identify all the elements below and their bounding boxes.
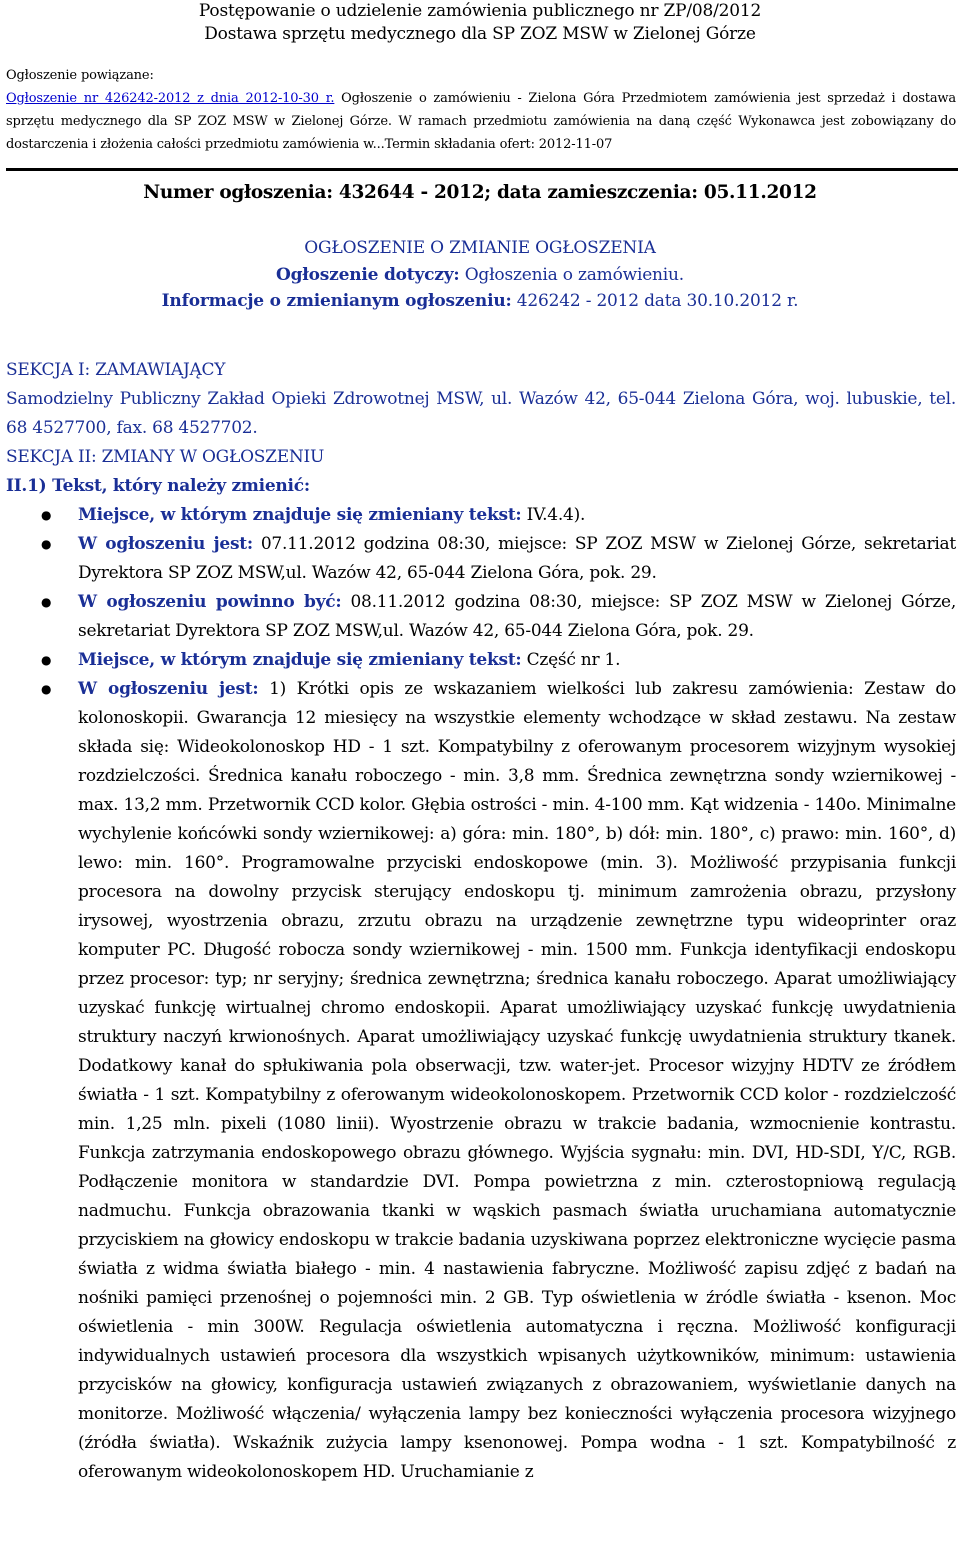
item-value: 08.11.2012 godzina 08:30, miejsce: SP ZOZ MSW w Zielonej Górze, sekretariat Dyrektora SP ZOZ MSW,ul. Wazów 42, 65-044 Zielona Góra, pok. 29. <box>78 592 956 641</box>
list-item <box>6 646 956 675</box>
section-2-title: SEKCJA II: ZMIANY W OGŁOSZENIU <box>6 447 325 467</box>
bullet-icon: ● <box>41 537 52 551</box>
item-value: 1) Krótki opis ze wskazaniem wielkości lub zakresu zamówienia: Zestaw do kolonoskopii. Gwarancja 12 miesięcy na wszystkie elementy wchodzące w skład zestawu. Na zestaw składa się: Wideokolonoskop HD - 1 szt. Kompatybilny z oferowanym procesorem wizyjnym wysokiej rozdzielczości. Średnica kanału roboczego - min. 3,8 mm. Średnica zewnętrzna sondy wziernikowej - max. 13,2 mm. Przetwornik CCD kolor. Głębia ostrości - min. 4-100 mm. Kąt widzenia - 140o. Minimalne wychylenie końcówki sondy wziernikowej: a) góra: min. 180°, b) dół: min. 180°, c) prawo: min. 160°, d) lewo: min. 160°. Programowalne przyciski endoskopowe (min. 3). Możliwość przypisania funkcji procesora na dowolny przycisk sterujący endoskopu tj. minimum zamrożenia obrazu, przysłony irysowej, wyostrzenia obrazu, zrzutu obrazu na urządzenie zewnętrzne typu wideoprinter oraz komputer PC. Długość robocza sondy wziernikowej - min. 1500 mm. Funkcja identyfikacji endoskopu przez procesor: typ; nr seryjny; średnica zewnętrzna; średnica kanału roboczego. Aparat umożliwiający uzyskać funkcję wirtualnej chromo endoskopii. Aparat umożliwiający uzyskać funkcję uwydatnienia struktury naczyń krwionośnych. Aparat umożliwiający uzyskać funkcję uwydatnienia struktury tkanek. Dodatkowy kanał do spłukiwania pola obserwacji, tzw. water-jet. Procesor wizyjny HDTV ze źródłem światła - 1 szt. Kompatybilny z oferowanym wideokolonoskopem. Przetwornik CCD kolor - rozdzielczość min. 1,25 mln. pixeli (1080 linii). Wyostrzenie obrazu w trakcie badania, wzmocnienie kontrastu. Funkcja zatrzymania endoskopowego obrazu głównego. Wyjścia sygnału: min. DVI, HD-SDI, Y/C, RGB. Podłączenie monitora w standardzie DVI. Pompa powietrzna z min. czterostopniową regulacją nadmuchu. Funkcja obrazowania tkanki w wąskich pasmach światła uruchamiana automatycznie przyciskiem na głowicy endoskopu w trakcie badania uzyskiwana poprzez elektroniczne wycięcie pasma światła z widma światła białego - min. 4 nastawienia fabryczne. Możliwość zapisu zdjęć z badań na nośniki pamięci przenośnej o pojemności min. 2 GB. Typ oświetlenia w źródle światła - ksenon. Moc oświetlenia - min 300W. Regulacja oświetlenia automatyczna i ręczna. Możliwość konfiguracji indywidualnych ustawień procesora dla wszystkich wpisanych użytkowników, minimum: ustawienia przycisków na głowicy, konfiguracja ustawień związanych z obrazowaniem, wyświetlanie danych na monitorze. Możliwość włączenia/ wyłączenia lampy bez konieczności wyłączenia procesora wizyjnego (źródła światła). Wskaźnik zużycia lampy ksenonowej. Pompa wodna - 1 szt. Kompatybilność z oferowanym wideokolonoskopem HD. Uruchamianie z <box>78 679 957 1482</box>
change-list <box>6 501 956 1487</box>
bullet-icon: ● <box>41 682 52 696</box>
contracting-authority: Samodzielny Publiczny Zakład Opieki Zdrowotnej MSW, ul. Wazów 42, 65-044 Zielona Góra, woj. lubuskie, tel. 68 4527700, fax. 68 4527702. <box>6 389 956 438</box>
section-1-title: SEKCJA I: ZAMAWIAJĄCY <box>6 360 226 380</box>
related-description: Ogłoszenie o zamówieniu - Zielona Góra Przedmiotem zamówienia jest sprzedaż i dostawa sprzętu medycznego dla SP ZOZ MSW w Zielonej Górze. W ramach przedmiotu zamówienia na daną część Wykonawca jest zobowiązany do dostarczenia i złożenia całości przedmiotu zamówienia w...Termin składania ofert: 2012-11-07 <box>6 91 957 152</box>
list-item <box>6 501 956 530</box>
item-key: W ogłoszeniu jest: <box>78 534 253 554</box>
related-label: Ogłoszenie powiązane: <box>6 68 154 83</box>
section-2-1-title: II.1) Tekst, który należy zmienić: <box>6 476 310 496</box>
related-notice-link[interactable]: Ogłoszenie nr 426242-2012 z dnia 2012-10-30 r. <box>6 91 335 106</box>
modified-notice-label: Informacje o zmienianym ogłoszeniu: <box>161 291 512 311</box>
concerns-line <box>0 262 960 289</box>
notice-number: Numer ogłoszenia: 432644 - 2012; data zamieszczenia: 05.11.2012 <box>143 182 817 203</box>
change-notice-summary <box>0 235 960 315</box>
procedure-subtitle: Dostawa sprzętu medycznego dla SP ZOZ MSW w Zielonej Górze <box>204 24 756 44</box>
concerns-label: Ogłoszenie dotyczy: <box>276 264 460 285</box>
list-item <box>6 530 956 588</box>
notice-body <box>6 356 956 1487</box>
change-notice-heading: OGŁOSZENIE O ZMIANIE OGŁOSZENIA <box>304 238 656 258</box>
item-value: Część nr 1. <box>521 650 621 670</box>
item-key: W ogłoszeniu jest: <box>78 679 259 699</box>
document-header <box>0 0 960 46</box>
item-key: Miejsce, w którym znajduje się zmieniany tekst: <box>78 505 522 525</box>
bullet-icon: ● <box>41 595 52 609</box>
procedure-title: Postępowanie o udzielenie zamówienia publicznego nr ZP/08/2012 <box>198 1 762 21</box>
list-item <box>6 675 956 1487</box>
modified-notice-info <box>0 288 960 315</box>
related-text <box>6 87 956 156</box>
item-value: IV.4.4). <box>521 505 586 525</box>
item-value: 07.11.2012 godzina 08:30, miejsce: SP ZOZ MSW w Zielonej Górze, sekretariat Dyrektora SP ZOZ MSW,ul. Wazów 42, 65-044 Zielona Góra, pok. 29. <box>78 534 957 583</box>
list-item <box>6 588 956 646</box>
concerns-value: Ogłoszenia o zamówieniu. <box>459 264 684 285</box>
modified-notice-value: 426242 - 2012 data 30.10.2012 r. <box>511 291 799 311</box>
item-key: W ogłoszeniu powinno być: <box>78 592 342 612</box>
bullet-icon: ● <box>41 653 52 667</box>
bullet-icon: ● <box>41 508 52 522</box>
item-key: Miejsce, w którym znajduje się zmieniany tekst: <box>78 650 522 670</box>
divider-rule <box>6 168 958 171</box>
related-notice <box>6 64 956 156</box>
